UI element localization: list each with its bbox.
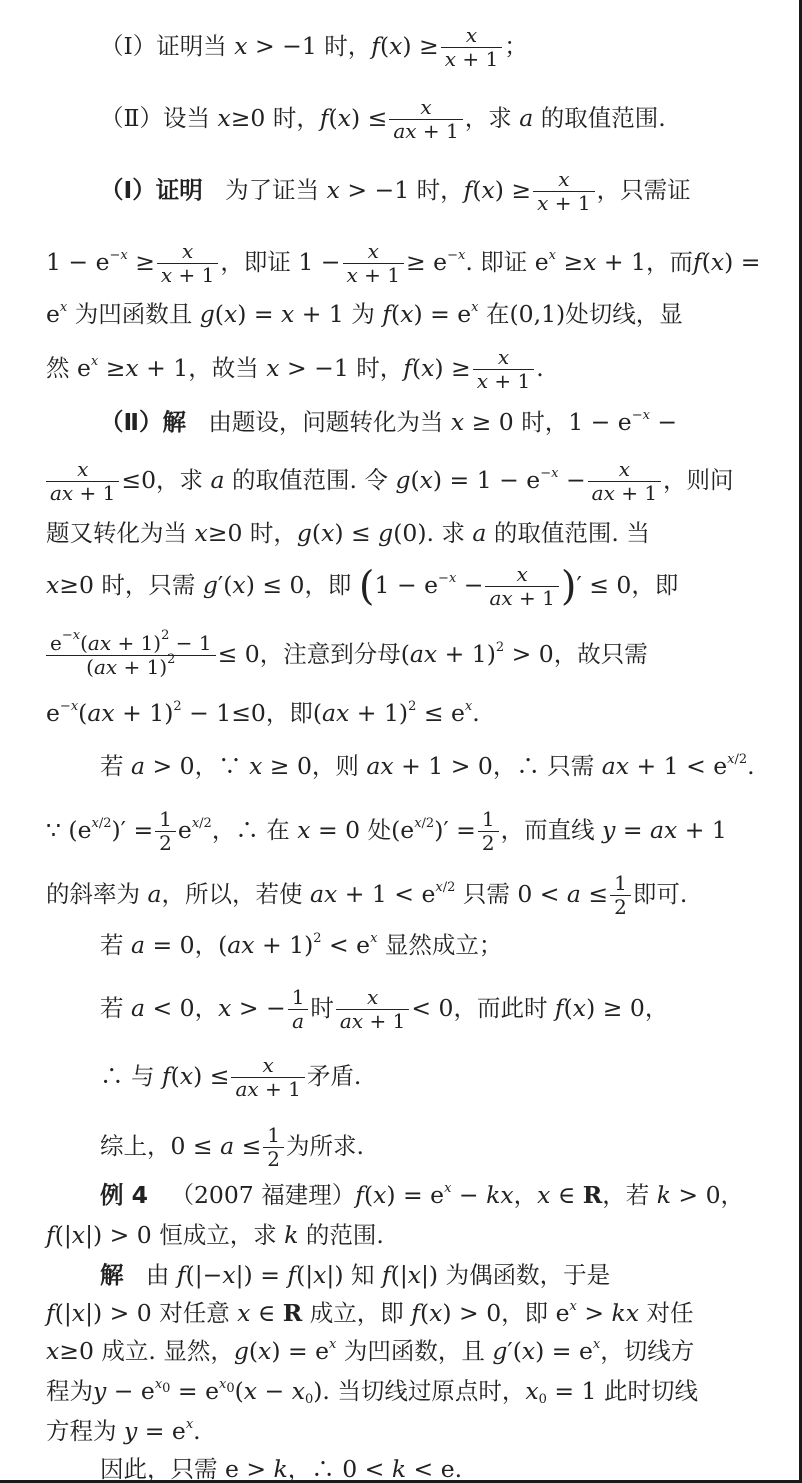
proof-1-label: （Ⅰ）证明 — [100, 176, 203, 204]
solution-2-line-4: x≥0 时，只需 g′(x) ≤ 0，即 ($1 - e^{-x}$ − $\frac{x}{ax + 1}$ )′ ≤ 0，即 — [46, 562, 679, 610]
part-1-statement: （Ⅰ）证明当 x > −1 时，f(x) ≥ $\frac{x}{x + 1}$ ； — [100, 23, 528, 71]
example-4-line-1: 例 4 （2007 福建理）$f(x) = e^x$ − kx，x ∈ R，若 k > 0， — [100, 1181, 745, 1209]
case-a-positive-line-1: 若 a > 0，∵ x ≥ 0，则 ax + 1 > 0，∴ 只需 ax + $1 < e^{x/2}$. — [100, 752, 755, 780]
example-4-solution-line-1: 解 由 f(|−x|) = f(|x|) 知 f(|x|) 为偶函数，于是 — [100, 1261, 611, 1289]
solution-2-line-5: $\frac{e^{-x}(ax + 1)^2 - 1}{(ax + 1)^2}$ ≤ 0，注意到分母(ax + 1)$^2$ > 0，故只需 — [46, 632, 648, 679]
example-4-solution-line-2: f(|x|) > 0 对任意 x ∈ R 成立，即 f(x) > 0，即 $e^x$ > kx 对任 — [46, 1299, 694, 1327]
solution-2-line-3: 题又转化为当 x≥0 时，g(x) ≤ g(0). 求 a 的取值范围. 当 — [46, 519, 650, 547]
case-a-negative-line-1: 若 a < 0，x > − $\frac{1}{a}$ 时 $\frac{x}{ax + 1}$ < 0，而此时 f(x) ≥ 0， — [100, 985, 669, 1033]
solution-2-label: （Ⅱ）解 — [100, 408, 186, 436]
solution-2-line-1: （Ⅱ）解 由题设，问题转化为当 x ≥ 0 时，$1 - e^{-x}$ − — [100, 408, 678, 436]
example-4-line-2: f(|x|) > 0 恒成立，求 k 的范围. — [46, 1221, 384, 1249]
case-a-zero: 若 a = 0，$(ax + 1)^2 < e^x$ 显然成立； — [100, 931, 503, 959]
example-4-solution-line-3: x≥0 成立. 显然，$g(x) = e^x$ 为凹函数，且 $g'(x) = e^x$，切线方 — [46, 1337, 695, 1365]
case-a-positive-line-2: ∵ $(e^{x/2})'$ = $\frac{1}{2}$ $e^{x/2}$，∴ 在 x = 0 处$(e^{x/2})'$ = $\frac{1}{2}$ ，而直线 y = ax + 1 — [46, 807, 727, 855]
example-4-solution-line-4: 程为$y - e^{x_0} = e^{x_0}(x - x_0)$. 当切线过原点时，$x_0 = 1$ 此时切线 — [46, 1377, 698, 1407]
case-a-negative-line-2: ∴ 与 f(x) ≤ $\frac{x}{ax + 1}$ 矛盾. — [100, 1053, 362, 1101]
proof-1-line-2: $1 - e^{-x}$ ≥ $\frac{x}{x + 1}$ ，即证 1 − $\frac{x}{x + 1}$ ≥ $e^{-x}$. 即证 $e^x \ge x + 1$，而f(x) = — [46, 239, 761, 287]
proof-1-line-3: $e^x$ 为凹函数且 g(x) = x + 1 为 $f(x) = e^x$ 在(0,1)处切线，显 — [46, 300, 683, 328]
example-4-solution-label: 解 — [100, 1261, 124, 1289]
part-2-statement: （Ⅱ）设当 x≥0 时，f(x) ≤ $\frac{x}{ax + 1}$ ，求 a 的取值范围. — [100, 95, 666, 143]
solution-2-line-2: $\frac{x}{ax + 1}$ ≤0，求 a 的取值范围. 令 $g(x) = 1 - e^{-x}$ − $\frac{x}{ax + 1}$ ，则问 — [46, 458, 734, 505]
example-4-label: 例 4 — [100, 1181, 149, 1209]
solution-2-line-6: $e^{-x}(ax + 1)^2 - 1\le 0$，即$(ax + 1)^2 \le e^x$. — [46, 699, 480, 727]
example-4-conclusion: 因此，只需 e > k，∴ 0 < k < e. — [100, 1455, 463, 1483]
proof-1-line-4: 然 $e^x \ge x + 1$，故当 x > −1 时，f(x) ≥ $\frac{x}{x + 1}$ . — [46, 345, 544, 393]
conclusion: 综上，0 ≤ a ≤ $\frac{1}{2}$ 为所求. — [100, 1123, 364, 1171]
proof-1-line-1: （Ⅰ）证明 为了证当 x > −1 时，f(x) ≥ $\frac{x}{x + 1}$ ，只需证 — [100, 167, 691, 215]
example-4-solution-line-5: 方程为 $y = e^x$. — [46, 1417, 201, 1445]
case-a-positive-line-3: 的斜率为 a，所以，若使 ax + $1 < e^{x/2}$ 只需 0 < a ≤ $\frac{1}{2}$ 即可. — [46, 871, 688, 919]
